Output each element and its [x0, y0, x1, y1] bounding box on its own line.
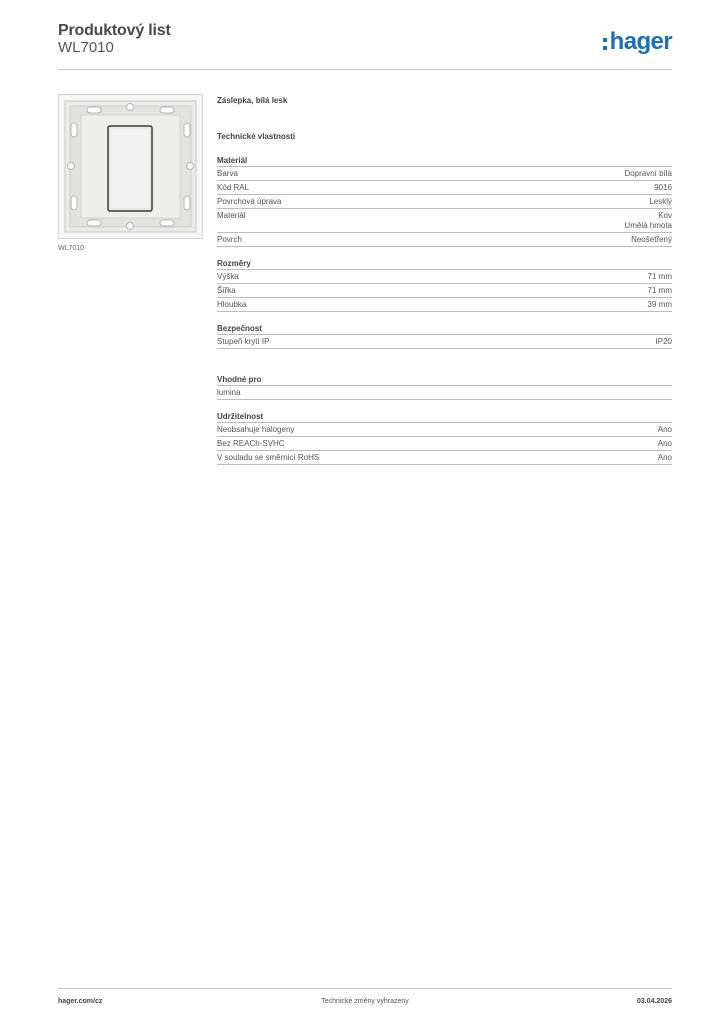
- page-footer: [58, 998, 672, 1010]
- spec-value: [648, 286, 672, 296]
- spec-label: lumina: [217, 388, 241, 397]
- spec-value-line: Kov: [658, 211, 672, 220]
- product-name: Záslepka, bílá lesk: [217, 96, 288, 105]
- spec-value: [624, 169, 672, 179]
- spec-row: [217, 270, 672, 284]
- product-image: [58, 94, 203, 239]
- hager-logo: [603, 29, 672, 55]
- spec-row: [217, 195, 672, 209]
- spec-label: Kód RAL: [217, 183, 250, 192]
- spec-group-heading: Bezpečnost: [217, 323, 672, 335]
- spec-row: [217, 233, 672, 247]
- footer-date: 03.04.2026: [636, 998, 672, 1005]
- page-title: Produktový list: [58, 22, 171, 39]
- spec-row: [217, 451, 672, 465]
- spec-label: Stupeň krytí IP: [217, 337, 270, 346]
- spec-group-heading: Udržitelnost: [217, 411, 672, 423]
- spec-value-line: 71 mm: [647, 272, 672, 281]
- spec-label: Výška: [217, 272, 239, 281]
- footer-note: Technické změny vyhrazeny: [321, 998, 409, 1005]
- spec-value-line: IP20: [655, 337, 672, 346]
- spec-value: [624, 211, 672, 231]
- spec-row: [217, 437, 672, 451]
- spec-value-line: 9016: [654, 183, 672, 192]
- spec-row: [217, 209, 672, 233]
- spec-group: [217, 374, 672, 400]
- spec-value-line: Ano: [657, 453, 672, 462]
- wall-plate-icon: [59, 95, 202, 238]
- footer-website: hager.com/cz: [58, 998, 103, 1005]
- logo-text: hager: [609, 28, 672, 55]
- spec-label: Materiál: [217, 211, 246, 220]
- spec-row: [217, 181, 672, 195]
- spec-group: [217, 411, 672, 465]
- spec-row: [217, 423, 672, 437]
- spec-value-line: Lesklý: [649, 197, 672, 206]
- spec-group-heading: Vhodné pro: [217, 374, 672, 386]
- spec-value: [648, 300, 672, 310]
- spec-group: [217, 323, 672, 349]
- spec-value: [658, 425, 672, 435]
- spec-value: [648, 272, 672, 282]
- spec-row: [217, 284, 672, 298]
- spec-group-heading: Rozměry: [217, 258, 672, 270]
- spec-group: [217, 258, 672, 312]
- spec-row: [217, 386, 672, 400]
- spec-value-line: 71 mm: [647, 286, 672, 295]
- spec-label: Bez REACh-SVHC: [217, 439, 285, 448]
- spec-label: Povrch: [217, 235, 242, 244]
- spec-content: [217, 95, 672, 465]
- spec-label: Hloubka: [217, 300, 247, 309]
- spec-value-line: 39 mm: [647, 300, 672, 309]
- spec-value: [656, 337, 672, 347]
- spec-value-line: Dopravní bílá: [624, 169, 672, 178]
- spec-value: [658, 453, 672, 463]
- spec-row: [217, 298, 672, 312]
- page-header: [58, 22, 672, 70]
- spec-label: Neobsahuje halogeny: [217, 425, 295, 434]
- spec-value: [654, 183, 672, 193]
- spec-value-line: Umělá hmota: [624, 221, 672, 230]
- section-heading: Technické vlastnosti: [217, 132, 296, 141]
- spec-label: V souladu se směrnicí RoHS: [217, 453, 320, 462]
- image-caption: WL7010: [58, 245, 85, 252]
- spec-value-line: Ano: [657, 439, 672, 448]
- spec-value: [658, 439, 672, 449]
- spec-row: [217, 167, 672, 181]
- spec-value-line: Ano: [657, 425, 672, 434]
- spec-value: [649, 197, 672, 207]
- spec-value-line: Neošetřený: [631, 235, 672, 244]
- product-code: WL7010: [58, 39, 114, 56]
- spec-row: [217, 335, 672, 349]
- logo-dots-icon: [603, 38, 607, 50]
- spec-label: Barva: [217, 169, 238, 178]
- spec-value: [631, 235, 672, 245]
- spec-group-heading: Materiál: [217, 155, 672, 167]
- spec-label: Povrchová úprava: [217, 197, 282, 206]
- spec-group: [217, 155, 672, 247]
- spec-label: Šířka: [217, 286, 236, 295]
- spec-groups: [217, 155, 672, 465]
